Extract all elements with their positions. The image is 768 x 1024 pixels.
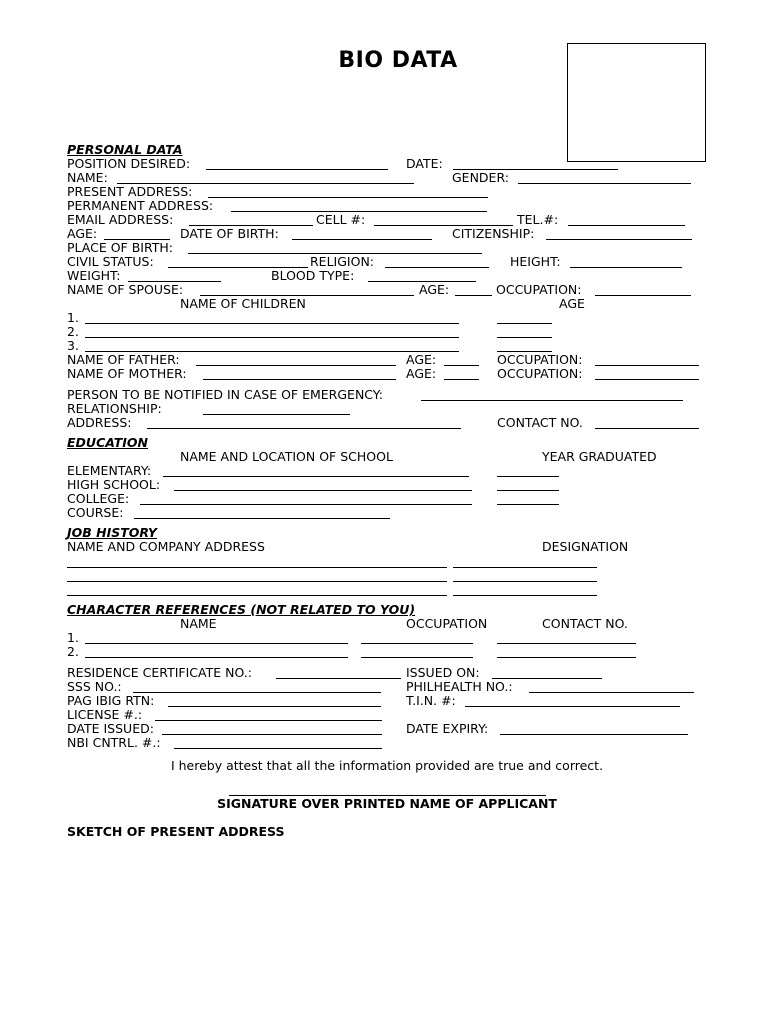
license-field[interactable]	[155, 720, 382, 721]
ref-1-number: 1.	[67, 630, 79, 645]
civil-status-label: CIVIL STATUS:	[67, 254, 154, 269]
cell-label: CELL #:	[316, 212, 366, 227]
father-age-label: AGE:	[406, 352, 437, 367]
tel-field[interactable]	[568, 225, 685, 226]
religion-field[interactable]	[385, 267, 489, 268]
course-label: COURSE:	[67, 505, 124, 520]
nbi-label: NBI CNTRL. #.:	[67, 735, 161, 750]
nbi-field[interactable]	[174, 748, 382, 749]
section-education: EDUCATION	[67, 435, 148, 450]
height-field[interactable]	[570, 267, 682, 268]
form-title: BIO DATA	[338, 48, 458, 73]
relationship-field[interactable]	[203, 414, 350, 415]
spouse-age-label: AGE:	[419, 282, 450, 297]
sketch-area[interactable]	[67, 845, 707, 1015]
ref-2-occupation-field[interactable]	[361, 657, 473, 658]
emergency-field[interactable]	[421, 400, 683, 401]
present-address-label: PRESENT ADDRESS:	[67, 184, 193, 199]
philhealth-field[interactable]	[529, 692, 694, 693]
child-3-number: 3.	[67, 338, 79, 353]
college-label: COLLEGE:	[67, 491, 130, 506]
residence-cert-field[interactable]	[276, 678, 401, 679]
permanent-address-label: PERMANENT ADDRESS:	[67, 198, 214, 213]
date-issued-label: DATE ISSUED:	[67, 721, 154, 736]
child-1-name-field[interactable]	[85, 323, 459, 324]
designation-header: DESIGNATION	[542, 539, 629, 554]
age-label: AGE:	[67, 226, 98, 241]
mother-age-field[interactable]	[444, 379, 479, 380]
ref-2-contact-field[interactable]	[497, 657, 636, 658]
father-occupation-field[interactable]	[595, 365, 699, 366]
year-graduated-header: YEAR GRADUATED	[542, 449, 657, 464]
address-label: ADDRESS:	[67, 415, 132, 430]
course-field[interactable]	[134, 518, 390, 519]
spouse-age-field[interactable]	[455, 295, 492, 296]
job-3-company-field[interactable]	[67, 595, 447, 596]
contact-no-field[interactable]	[595, 428, 699, 429]
section-personal-data: PERSONAL DATA	[67, 142, 183, 157]
job-2-designation-field[interactable]	[453, 581, 597, 582]
child-2-number: 2.	[67, 324, 79, 339]
tin-label: T.I.N. #:	[406, 693, 456, 708]
date-expiry-field[interactable]	[500, 734, 688, 735]
dob-label: DATE OF BIRTH:	[180, 226, 279, 241]
high-school-year-field[interactable]	[497, 490, 559, 491]
ref-1-name-field[interactable]	[85, 643, 348, 644]
signature-label: SIGNATURE OVER PRINTED NAME OF APPLICANT	[217, 796, 557, 811]
job-2-company-field[interactable]	[67, 581, 447, 582]
mother-occupation-field[interactable]	[595, 379, 699, 380]
child-2-name-field[interactable]	[85, 337, 459, 338]
attestation-text: I hereby attest that all the information provided are true and correct.	[170, 758, 604, 773]
mother-field[interactable]	[203, 379, 396, 380]
mother-label: NAME OF MOTHER:	[67, 366, 187, 381]
child-1-number: 1.	[67, 310, 79, 325]
company-header: NAME AND COMPANY ADDRESS	[67, 539, 265, 554]
father-age-field[interactable]	[444, 365, 479, 366]
present-address-field[interactable]	[208, 197, 488, 198]
school-header: NAME AND LOCATION OF SCHOOL	[180, 449, 393, 464]
spouse-label: NAME OF SPOUSE:	[67, 282, 184, 297]
date-expiry-label: DATE EXPIRY:	[406, 721, 489, 736]
pob-label: PLACE OF BIRTH:	[67, 240, 174, 255]
ref-occupation-header: OCCUPATION	[406, 616, 488, 631]
elementary-field[interactable]	[163, 476, 469, 477]
section-character-references: CHARACTER REFERENCES (NOT RELATED TO YOU)	[67, 602, 416, 617]
job-3-designation-field[interactable]	[453, 595, 597, 596]
ref-2-number: 2.	[67, 644, 79, 659]
ref-2-name-field[interactable]	[85, 657, 348, 658]
ref-contact-header: CONTACT NO.	[542, 616, 628, 631]
name-label: NAME:	[67, 170, 108, 185]
father-occupation-label: OCCUPATION:	[497, 352, 583, 367]
job-1-designation-field[interactable]	[453, 567, 597, 568]
issued-on-label: ISSUED ON:	[406, 665, 480, 680]
ref-1-contact-field[interactable]	[497, 643, 636, 644]
college-field[interactable]	[140, 504, 472, 505]
relationship-label: RELATIONSHIP:	[67, 401, 162, 416]
pagibig-field[interactable]	[168, 706, 381, 707]
gender-field[interactable]	[518, 183, 691, 184]
section-job-history: JOB HISTORY	[67, 525, 157, 540]
job-1-company-field[interactable]	[67, 567, 447, 568]
residence-cert-label: RESIDENCE CERTIFICATE NO.:	[67, 665, 252, 680]
mother-occupation-label: OCCUPATION:	[497, 366, 583, 381]
tel-label: TEL.#:	[517, 212, 559, 227]
ref-1-occupation-field[interactable]	[361, 643, 473, 644]
sketch-label: SKETCH OF PRESENT ADDRESS	[67, 824, 285, 839]
spouse-occupation-field[interactable]	[595, 295, 691, 296]
religion-label: RELIGION:	[310, 254, 375, 269]
elementary-label: ELEMENTARY:	[67, 463, 152, 478]
child-1-age-field[interactable]	[497, 323, 552, 324]
photo-box[interactable]	[567, 43, 706, 162]
address-field[interactable]	[147, 428, 461, 429]
gender-label: GENDER:	[452, 170, 509, 185]
elementary-year-field[interactable]	[497, 476, 559, 477]
pagibig-label: PAG IBIG RTN:	[67, 693, 155, 708]
date-issued-field[interactable]	[162, 734, 382, 735]
emergency-label: PERSON TO BE NOTIFIED IN CASE OF EMERGENCY:	[67, 387, 383, 402]
dob-field[interactable]	[292, 239, 432, 240]
father-field[interactable]	[196, 365, 396, 366]
blood-type-label: BLOOD TYPE:	[271, 268, 355, 283]
citizenship-label: CITIZENSHIP:	[452, 226, 535, 241]
father-label: NAME OF FATHER:	[67, 352, 180, 367]
position-desired-label: POSITION DESIRED:	[67, 156, 191, 171]
position-desired-field[interactable]	[206, 169, 388, 170]
sss-field[interactable]	[133, 692, 381, 693]
tin-field[interactable]	[465, 706, 680, 707]
spouse-occupation-label: OCCUPATION:	[496, 282, 582, 297]
high-school-label: HIGH SCHOOL:	[67, 477, 161, 492]
weight-label: WEIGHT:	[67, 268, 121, 283]
citizenship-field[interactable]	[546, 239, 692, 240]
college-year-field[interactable]	[497, 504, 559, 505]
date-label: DATE:	[406, 156, 443, 171]
philhealth-label: PHILHEALTH NO.:	[406, 679, 513, 694]
child-2-age-field[interactable]	[497, 337, 552, 338]
children-age-header: AGE	[559, 296, 585, 311]
contact-no-label: CONTACT NO.	[497, 415, 583, 430]
license-label: LICENSE #.:	[67, 707, 143, 722]
sss-label: SSS NO.:	[67, 679, 122, 694]
height-label: HEIGHT:	[510, 254, 561, 269]
high-school-field[interactable]	[174, 490, 472, 491]
ref-name-header: NAME	[180, 616, 217, 631]
children-header: NAME OF CHILDREN	[180, 296, 306, 311]
mother-age-label: AGE:	[406, 366, 437, 381]
email-label: EMAIL ADDRESS:	[67, 212, 174, 227]
